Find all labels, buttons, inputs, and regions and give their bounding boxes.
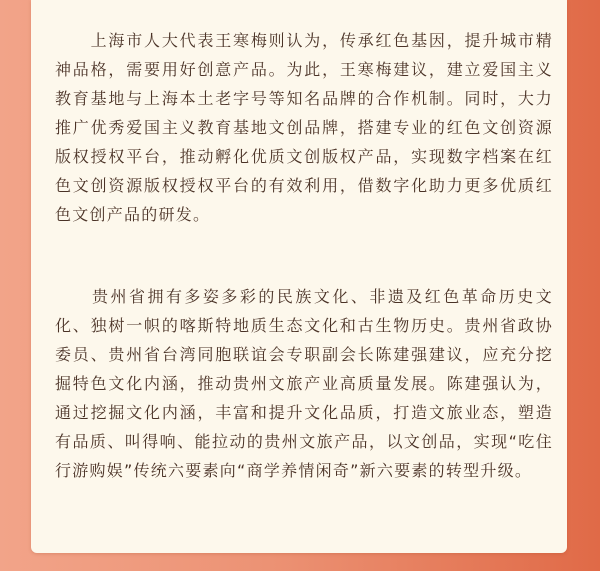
article-paragraph-shanghai: 上海市人大代表王寒梅则认为，传承红色基因，提升城市精神品格，需要用好创意产品。为此，王寒梅建议，建立爱国主义教育基地与上海本土老字号等知名品牌的合作机制。同时，大力推广优秀爱国主义教育基地文创品牌，搭建专业的红色文创资源版权授权平台，推动孵化优质文创版权产品，实现数字档案在红色文创资源版权授权平台的有效利用，借数字化助力更多优质红色文创产品的研发。	[55, 31, 553, 224]
article-paragraph-guizhou: 贵州省拥有多姿多彩的民族文化、非遗及红色革命历史文化、独树一帜的喀斯特地质生态文化和古生物历史。贵州省政协委员、贵州省台湾同胞联谊会专职副会长陈建强建议，应充分挖掘特色文化内涵，推动贵州文旅产业高质量发展。陈建强认为，通过挖掘文化内涵，丰富和提升文化品质，打造文旅业态，塑造有品质、叫得响、能拉动的贵州文旅产品，以文创品，实现“吃住行游购娱”传统六要素向“商学养情闲奇”新六要素的转型升级。	[55, 287, 553, 480]
